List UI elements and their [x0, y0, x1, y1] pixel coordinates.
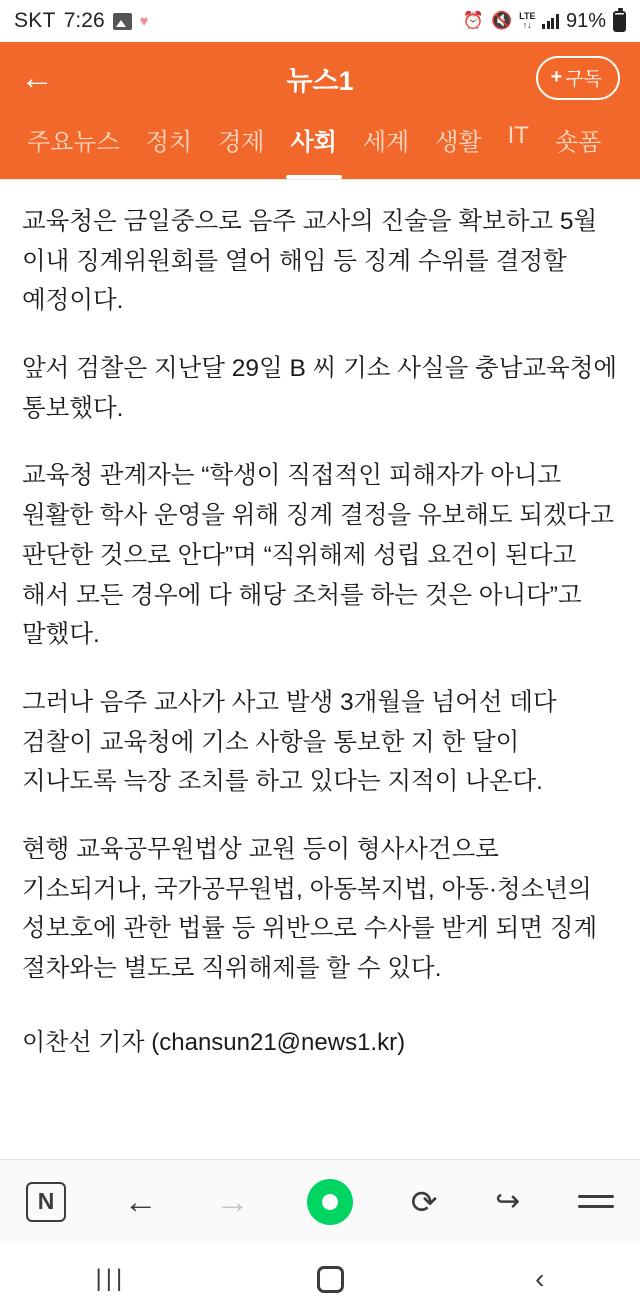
- signal-bars-icon: [542, 13, 559, 29]
- page-title: 뉴스1: [286, 65, 354, 96]
- browser-toolbar: [0, 1159, 640, 1243]
- recents-icon[interactable]: |||: [95, 1265, 127, 1292]
- naver-home-button[interactable]: [26, 1182, 66, 1222]
- status-bar: [0, 0, 640, 42]
- article-body[interactable]: [0, 179, 640, 1159]
- plus-icon: +: [550, 66, 563, 88]
- carrier-label: SKT: [14, 9, 56, 32]
- reload-icon[interactable]: ⟳: [410, 1183, 438, 1220]
- status-bar-right: [463, 10, 626, 33]
- subscribe-label: 구독: [565, 69, 602, 90]
- record-button[interactable]: [307, 1179, 353, 1225]
- tab-it[interactable]: IT: [507, 122, 529, 149]
- category-tabs[interactable]: [0, 114, 640, 179]
- menu-button[interactable]: [578, 1195, 614, 1208]
- hamburger-menu-icon: [578, 1195, 614, 1208]
- tab-main-news[interactable]: 주요뉴스: [27, 129, 120, 156]
- article-paragraph: 그러나 음주 교사가 사고 발생 3개월을 넘어선 데다 검찰이 교육청에 기소 사항을 통보한 지 한 달이 지나도록 늑장 조치를 하고 있다는 지적이 나온다.: [22, 688, 557, 796]
- tab-shortform[interactable]: 숏폼: [554, 129, 602, 156]
- network-type-icon: LTE ↑↓: [519, 11, 536, 30]
- app-header: [0, 42, 640, 114]
- image-icon: [113, 13, 132, 30]
- record-dot-icon: [307, 1179, 353, 1225]
- article-paragraph: 교육청 관계자는 “학생이 직접적인 피해자가 아니고 원활한 학사 운영을 위해 징계 결정을 유보해도 되겠다고 판단한 것으로 안다”며 “직위해제 성립 요건이 된다고 해서 모든 경우에 다 해당 조처를 하는 것은 아니다”고 말했다.: [22, 462, 614, 649]
- system-back-icon[interactable]: ‹: [535, 1263, 545, 1294]
- status-bar-left: [14, 9, 149, 33]
- battery-level-label: 91%: [565, 9, 606, 32]
- browser-forward-button[interactable]: →: [215, 1182, 250, 1221]
- tab-society[interactable]: 사회: [278, 114, 350, 179]
- tab-economy[interactable]: 경제: [218, 129, 265, 156]
- mute-icon: 🔇: [490, 11, 513, 30]
- article-paragraph: 현행 교육공무원법상 교원 등이 형사사건으로 기소되거나, 국가공무원법, 아동복지법, 아동·청소년의 성보호에 관한 법률 등 위반으로 수사를 받게 되면 징계 절차와는 별도로 직위해제를 할 수 있다.: [22, 835, 598, 982]
- subscribe-button[interactable]: [536, 56, 620, 100]
- naver-logo-icon: N: [26, 1182, 66, 1222]
- tab-politics[interactable]: 정치: [145, 129, 193, 156]
- back-arrow-icon[interactable]: ←: [20, 59, 54, 97]
- article-paragraph: 교육청은 금일중으로 음주 교사의 진술을 확보하고 5월 이내 징계위원회를 열어 해임 등 징계 수위를 결정할 예정이다.: [22, 208, 598, 315]
- tab-life[interactable]: 생활: [435, 129, 482, 156]
- android-nav-bar: [0, 1243, 640, 1315]
- alarm-icon: ⏰: [462, 11, 484, 30]
- article-paragraph: 앞서 검찰은 지난달 29일 B 씨 기소 사실을 충남교육청에 통보했다.: [22, 355, 618, 422]
- clock-label: 7:26: [63, 9, 105, 32]
- article-byline: 이찬선 기자 (chansun21@news1.kr): [22, 1028, 406, 1056]
- heart-icon: ♥: [139, 12, 149, 30]
- browser-back-button[interactable]: ←: [123, 1182, 158, 1221]
- share-icon[interactable]: ↪: [495, 1184, 521, 1218]
- battery-icon: [613, 11, 626, 32]
- home-icon[interactable]: [317, 1266, 344, 1293]
- tab-world[interactable]: 세계: [362, 129, 410, 156]
